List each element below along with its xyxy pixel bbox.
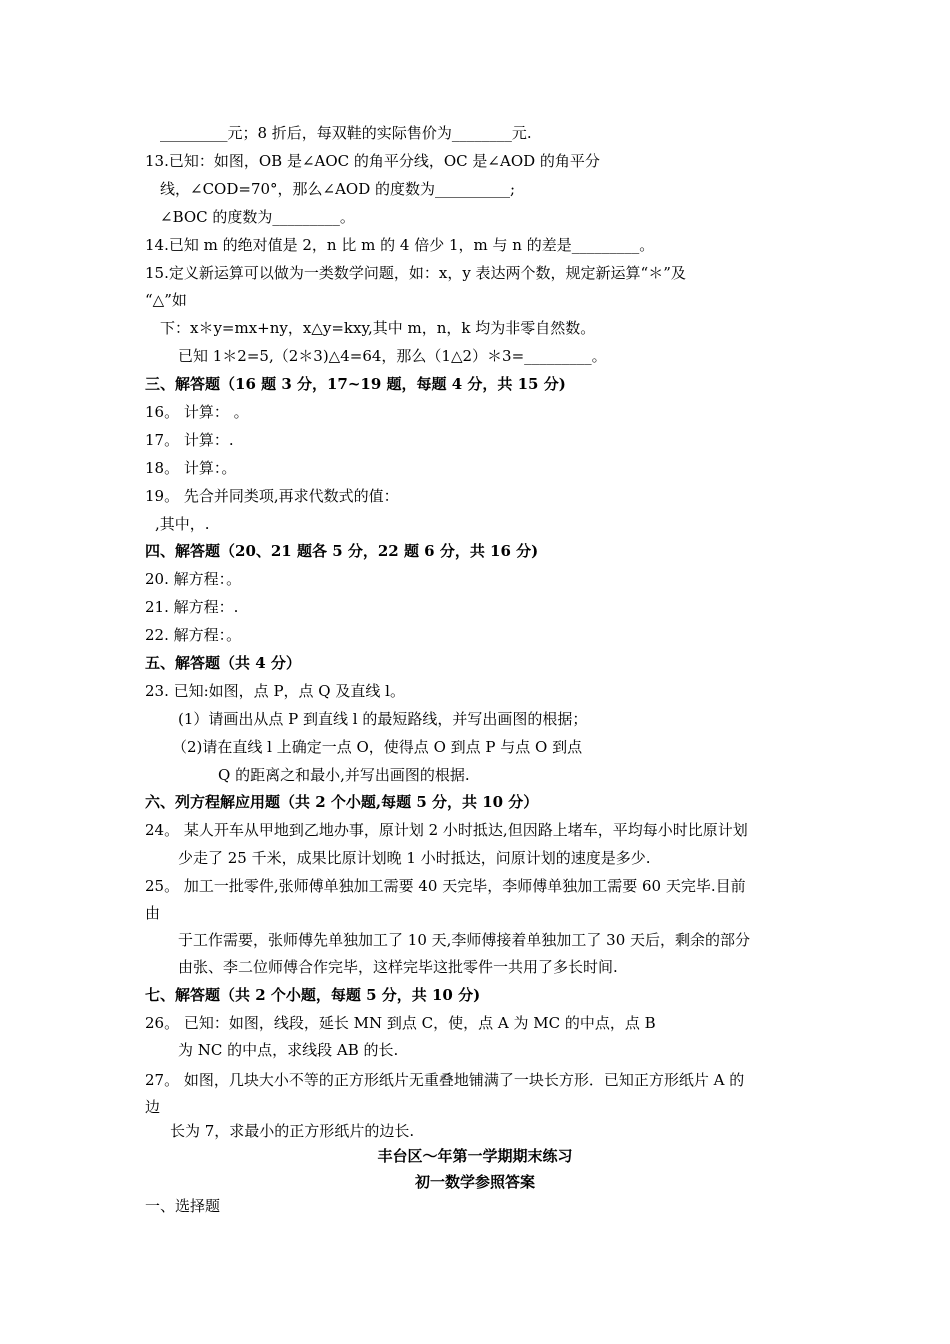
q15-line-4: 已知 1＊2=5,（2＊3)△4=64，那么（1△2）＊3=_________。 <box>178 347 607 365</box>
q27-line-3: 长为 7，求最小的正方形纸片的边长. <box>170 1122 415 1140</box>
q24-line-2: 少走了 25 千米，成果比原计划晚 1 小时抵达，问原计划的速度是多少. <box>178 849 651 867</box>
q20-line: 20. 解方程：。 <box>145 570 242 588</box>
q23-line-4: Q 的距离之和最小,并写出画图的根据. <box>218 766 470 784</box>
section-3-heading: 三、解答题（16 题 3 分，17~19 题，每题 4 分，共 15 分) <box>145 375 566 393</box>
q23-line-3: （2)请在直线 l 上确定一点 O，使得点 O 到点 P 与点 O 到点 <box>172 738 583 756</box>
q27-line-1: 27。 如图，几块大小不等的正方形纸片无重叠地铺满了一块长方形．已知正方形纸片 A 的 <box>145 1071 745 1089</box>
q15-line-1: 15.定义新运算可以做为一类数学问题，如：x，y 表达两个数，规定新运算“＊”及 <box>145 264 686 282</box>
section-6-heading: 六、列方程解应用题（共 2 个小题,每题 5 分，共 10 分） <box>145 793 539 811</box>
q25-line-4: 由张、李二位师傅合作完毕，这样完毕这批零件一共用了多长时间. <box>178 958 618 976</box>
answer-section-1-heading: 一、选择题 <box>145 1197 221 1215</box>
q13-line-3: ∠BOC 的度数为_________。 <box>160 208 355 226</box>
q25-line-1: 25。 加工一批零件,张师傅单独加工需要 40 天完毕，李师傅单独加工需要 60 天完毕.目前 <box>145 877 746 895</box>
q25-line-3: 于工作需要，张师傅先单独加工了 10 天,李师傅接着单独加工了 30 天后，剩余的部分 <box>178 931 751 949</box>
q16-line: 16。 计算： 。 <box>145 403 249 421</box>
q26-line-2: 为 NC 的中点，求线段 AB 的长. <box>178 1041 399 1059</box>
q19-line-2: ,其中，. <box>155 515 210 533</box>
q21-line: 21. 解方程：. <box>145 598 239 616</box>
q15-line-3: 下：x＊y=mx+ny，x△y=kxy,其中 m，n，k 均为非零自然数。 <box>160 319 596 337</box>
q19-line-1: 19。 先合并同类项,再求代数式的值： <box>145 487 399 505</box>
q14-line: 14.已知 m 的绝对值是 2，n 比 m 的 4 倍少 1，m 与 n 的差是_________。 <box>145 236 655 254</box>
q23-line-1: 23. 已知:如图，点 P，点 Q 及直线 l。 <box>145 682 405 700</box>
q15-line-2: “△”如 <box>145 291 187 309</box>
q25-line-2: 由 <box>145 904 161 922</box>
section-4-heading: 四、解答题（20、21 题各 5 分，22 题 6 分，共 16 分) <box>145 542 539 560</box>
q12-continuation: _________元；8 折后，每双鞋的实际售价为________元. <box>160 124 532 142</box>
q18-line: 18。 计算：。 <box>145 459 237 477</box>
q22-line: 22. 解方程：。 <box>145 626 242 644</box>
q13-line-1: 13.已知：如图，OB 是∠AOC 的角平分线，OC 是∠AOD 的角平分 <box>145 152 600 170</box>
section-7-heading: 七、解答题（共 2 个小题，每题 5 分，共 10 分) <box>145 986 481 1004</box>
q13-line-2: 线，∠COD=70°，那么∠AOD 的度数为__________; <box>160 180 516 198</box>
section-5-heading: 五、解答题（共 4 分） <box>145 654 301 672</box>
answer-key-subtitle: 初一数学参照答案 <box>414 1173 535 1191</box>
q26-line-1: 26。 已知：如图，线段，延长 MN 到点 C，使，点 A 为 MC 的中点，点 B <box>145 1014 656 1032</box>
q23-line-2: (1）请画出从点 P 到直线 l 的最短路线，并写出画图的根据； <box>178 710 588 728</box>
q24-line-1: 24。 某人开车从甲地到乙地办事，原计划 2 小时抵达,但因路上堵车，平均每小时比原计划 <box>145 821 748 839</box>
q27-line-2: 边 <box>145 1098 161 1116</box>
q17-line: 17。 计算：. <box>145 431 234 449</box>
answer-key-title: 丰台区～年第一学期期末练习 <box>377 1147 573 1165</box>
